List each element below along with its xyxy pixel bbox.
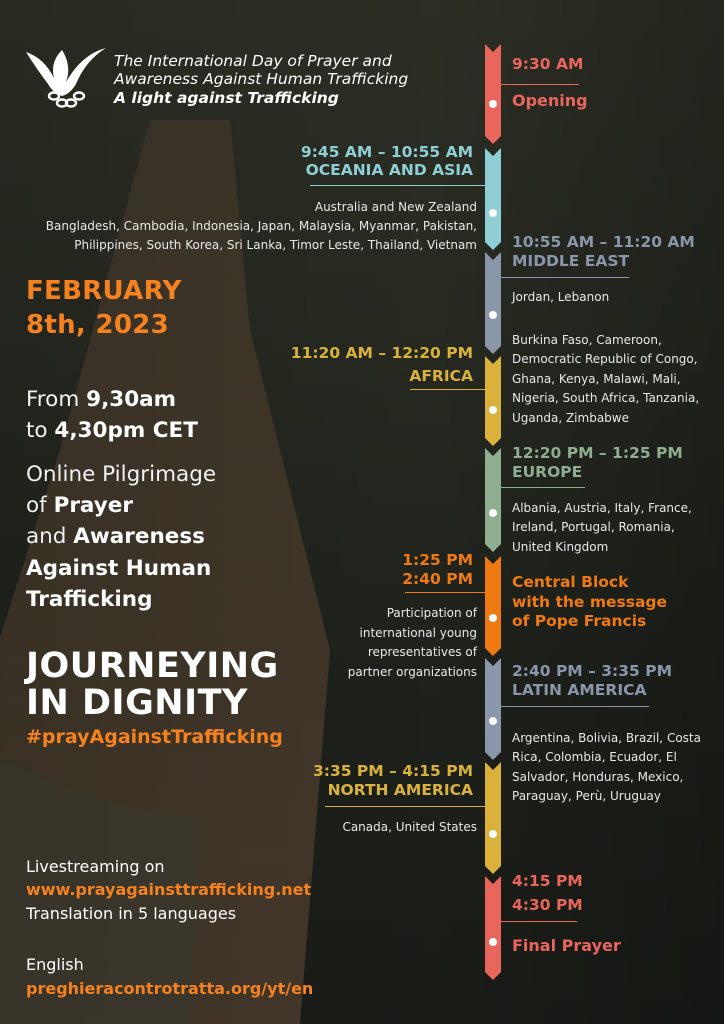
europe-label: EUROPE bbox=[512, 463, 583, 481]
time-from: From 9,30am bbox=[26, 387, 177, 412]
africa-countries-3: Ghana, Kenya, Malawi, Mali, bbox=[512, 372, 681, 386]
europe-time: 12:20 PM – 1:25 PM bbox=[512, 444, 683, 462]
oceania-countries-2: Bangladesh, Cambodia, Indonesia, Japan, Malaysia, Myanmar, Pakistan, bbox=[45, 219, 477, 233]
central-time-start: 1:25 PM bbox=[402, 551, 473, 569]
africa-countries-2: Democratic Republic of Congo, bbox=[512, 352, 698, 366]
timeline-segment-opening bbox=[485, 44, 501, 144]
connector-opening bbox=[501, 84, 579, 85]
campaign-title-line2: IN DIGNITY bbox=[26, 683, 248, 723]
connector-north-america bbox=[325, 806, 485, 807]
latin-america-time: 2:40 PM – 3:35 PM bbox=[512, 662, 673, 680]
central-label-3: of Pope Francis bbox=[512, 612, 647, 630]
north-america-time: 3:35 PM – 4:15 PM bbox=[312, 762, 473, 780]
central-desc-2: international young bbox=[359, 626, 477, 640]
description-line1: Online Pilgrimage bbox=[26, 462, 217, 487]
timeline-dot-final bbox=[489, 938, 497, 946]
central-label-2: with the message bbox=[512, 593, 668, 611]
europe-countries-1: Albania, Austria, Italy, France, bbox=[512, 501, 692, 515]
africa-countries-4: Nigeria, South Africa, Tanzania, bbox=[512, 391, 700, 405]
connector-final bbox=[501, 921, 577, 922]
header-tagline: A light against Trafficking bbox=[114, 89, 339, 107]
central-desc-4: partner organizations bbox=[347, 665, 477, 679]
livestream-link[interactable]: www.prayagainsttrafficking.net bbox=[26, 880, 312, 899]
middle-east-label: MIDDLE EAST bbox=[512, 252, 630, 270]
timeline-segment-middle-east bbox=[485, 252, 501, 354]
connector-oceania bbox=[310, 185, 485, 186]
north-america-countries: Canada, United States bbox=[342, 820, 477, 834]
central-desc-1: Participation of bbox=[386, 606, 477, 620]
latin-america-countries-1: Argentina, Bolivia, Brazil, Costa bbox=[512, 731, 701, 745]
timeline-segment-central bbox=[485, 556, 501, 656]
timeline-segment-north-america bbox=[485, 762, 501, 874]
connector-africa bbox=[410, 389, 485, 390]
header-title-line2: Awareness Against Human Trafficking bbox=[114, 70, 409, 88]
oceania-label: OCEANIA AND ASIA bbox=[305, 161, 473, 179]
connector-central bbox=[405, 592, 485, 593]
europe-countries-3: United Kingdom bbox=[512, 540, 609, 554]
header-title-line1: The International Day of Prayer and bbox=[114, 52, 392, 70]
middle-east-time: 10:55 AM – 11:20 AM bbox=[512, 233, 695, 251]
description-line5: Trafficking bbox=[26, 587, 153, 612]
campaign-hashtag: #prayAgainstTrafficking bbox=[26, 726, 283, 748]
language-link[interactable]: preghieracontrotratta.org/yt/en bbox=[26, 979, 314, 998]
timeline-segment-final bbox=[485, 876, 501, 980]
livestream-label: Livestreaming on bbox=[26, 857, 165, 876]
africa-label: AFRICA bbox=[409, 367, 473, 385]
final-label: Final Prayer bbox=[512, 936, 621, 955]
africa-time: 11:20 AM – 12:20 PM bbox=[290, 344, 473, 362]
europe-countries-2: Ireland, Portugal, Romania, bbox=[512, 520, 675, 534]
opening-label: Opening bbox=[512, 91, 588, 110]
description-line4: Against Human bbox=[26, 556, 212, 581]
connector-middle-east bbox=[501, 277, 629, 278]
final-time-end: 4:30 PM bbox=[512, 896, 583, 914]
connector-europe bbox=[501, 487, 585, 488]
language-label: English bbox=[26, 955, 84, 974]
campaign-title-line1: JOURNEYING bbox=[26, 646, 279, 686]
timeline-segment-oceania bbox=[485, 148, 501, 250]
africa-countries-5: Uganda, Zimbabwe bbox=[512, 411, 629, 425]
description-line3: and Awareness bbox=[26, 524, 205, 549]
time-to: to 4,30pm CET bbox=[26, 418, 198, 443]
timeline-dot-oceania bbox=[489, 209, 497, 217]
description-line2: of Prayer bbox=[26, 493, 133, 518]
central-time-end: 2:40 PM bbox=[402, 570, 473, 588]
middle-east-countries: Jordan, Lebanon bbox=[512, 290, 610, 304]
latin-america-label: LATIN AMERICA bbox=[512, 681, 647, 699]
dove-chain-icon bbox=[22, 44, 110, 112]
timeline-dot-africa bbox=[489, 406, 497, 414]
timeline-segment-latin-america bbox=[485, 658, 501, 760]
event-date-day: 8th, 2023 bbox=[26, 310, 170, 340]
central-label-1: Central Block bbox=[512, 573, 629, 591]
timeline-dot-latin-america bbox=[489, 717, 497, 725]
latin-america-countries-4: Paraguay, Perù, Uruguay bbox=[512, 789, 662, 803]
final-time-start: 4:15 PM bbox=[512, 872, 583, 890]
oceania-time: 9:45 AM – 10:55 AM bbox=[300, 143, 473, 161]
oceania-countries-1: Australia and New Zealand bbox=[314, 200, 477, 214]
timeline-dot-central bbox=[489, 614, 497, 622]
opening-time: 9:30 AM bbox=[512, 55, 584, 73]
timeline-segment-africa bbox=[485, 356, 501, 446]
latin-america-countries-3: Salvador, Honduras, Mexico, bbox=[512, 770, 684, 784]
north-america-label: NORTH AMERICA bbox=[327, 781, 473, 799]
oceania-countries-3: Philippines, South Korea, Sri Lanka, Timor Leste, Thailand, Vietnam bbox=[74, 238, 477, 252]
timeline-dot-middle-east bbox=[489, 311, 497, 319]
timeline-dot-north-america bbox=[489, 830, 497, 838]
event-date-month: FEBRUARY bbox=[26, 276, 182, 306]
timeline-segment-europe bbox=[485, 448, 501, 552]
translation-info: Translation in 5 languages bbox=[26, 904, 237, 923]
africa-countries-1: Burkina Faso, Cameroon, bbox=[512, 333, 662, 347]
connector-latin-america bbox=[501, 706, 649, 707]
latin-america-countries-2: Rica, Colombia, Ecuador, El bbox=[512, 750, 677, 764]
timeline-dot-europe bbox=[489, 509, 497, 517]
central-desc-3: representatives of bbox=[367, 645, 477, 659]
timeline-dot-opening bbox=[489, 100, 497, 108]
